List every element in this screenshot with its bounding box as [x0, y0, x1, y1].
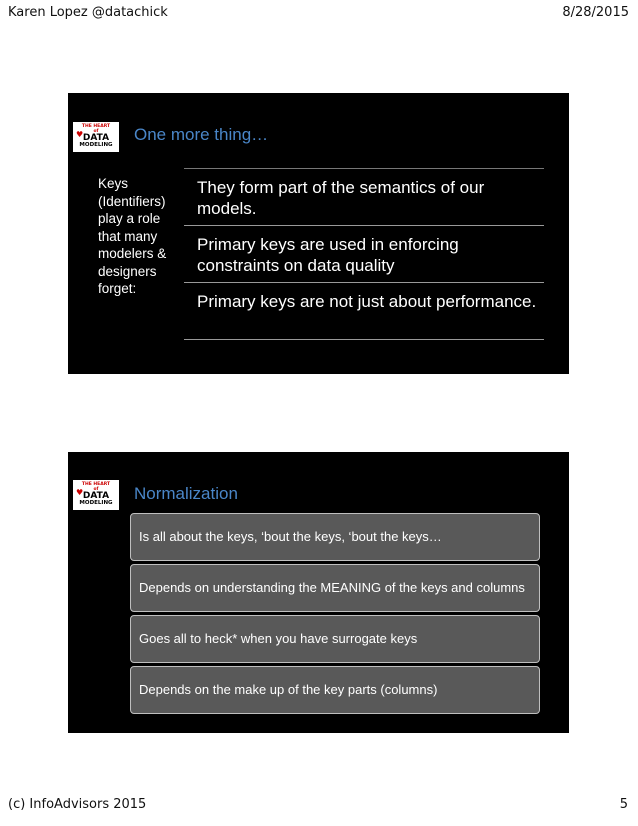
slide-two [68, 452, 569, 733]
heart-icon: ♥ [76, 488, 84, 497]
divider [184, 282, 544, 283]
slide-title: One more thing… [134, 125, 269, 144]
list-item: Depends on the make up of the key parts (columns) [130, 666, 540, 714]
slide-title: Normalization [134, 484, 238, 503]
heart-icon: ♥ [76, 130, 84, 139]
logo-image: ♥ THE HEART of DATA MODELING [73, 122, 119, 152]
list-item: Depends on understanding the MEANING of the keys and columns [130, 564, 540, 612]
page-number: 5 [619, 797, 628, 812]
keys-sidenote: Keys (Identifiers) play a role that many modelers & designers forget: [98, 176, 167, 296]
point-item: Primary keys are not just about performance. [197, 292, 537, 311]
logo-image: ♥ THE HEART of DATA MODELING [73, 480, 119, 510]
header-author: Karen Lopez @datachick [8, 5, 168, 20]
point-item: They form part of the semantics of our models. [197, 178, 485, 218]
footer-copyright: (c) InfoAdvisors 2015 [8, 797, 147, 812]
divider [184, 225, 544, 226]
list-item: Is all about the keys, ‘bout the keys, ‘bout the keys… [130, 513, 540, 561]
list-item: Goes all to heck* when you have surrogate keys [130, 615, 540, 663]
point-item: Primary keys are used in enforcing constraints on data quality [197, 235, 459, 275]
divider [184, 168, 544, 169]
header-date: 8/28/2015 [562, 5, 629, 20]
divider [184, 339, 544, 340]
slide-one [68, 93, 569, 374]
